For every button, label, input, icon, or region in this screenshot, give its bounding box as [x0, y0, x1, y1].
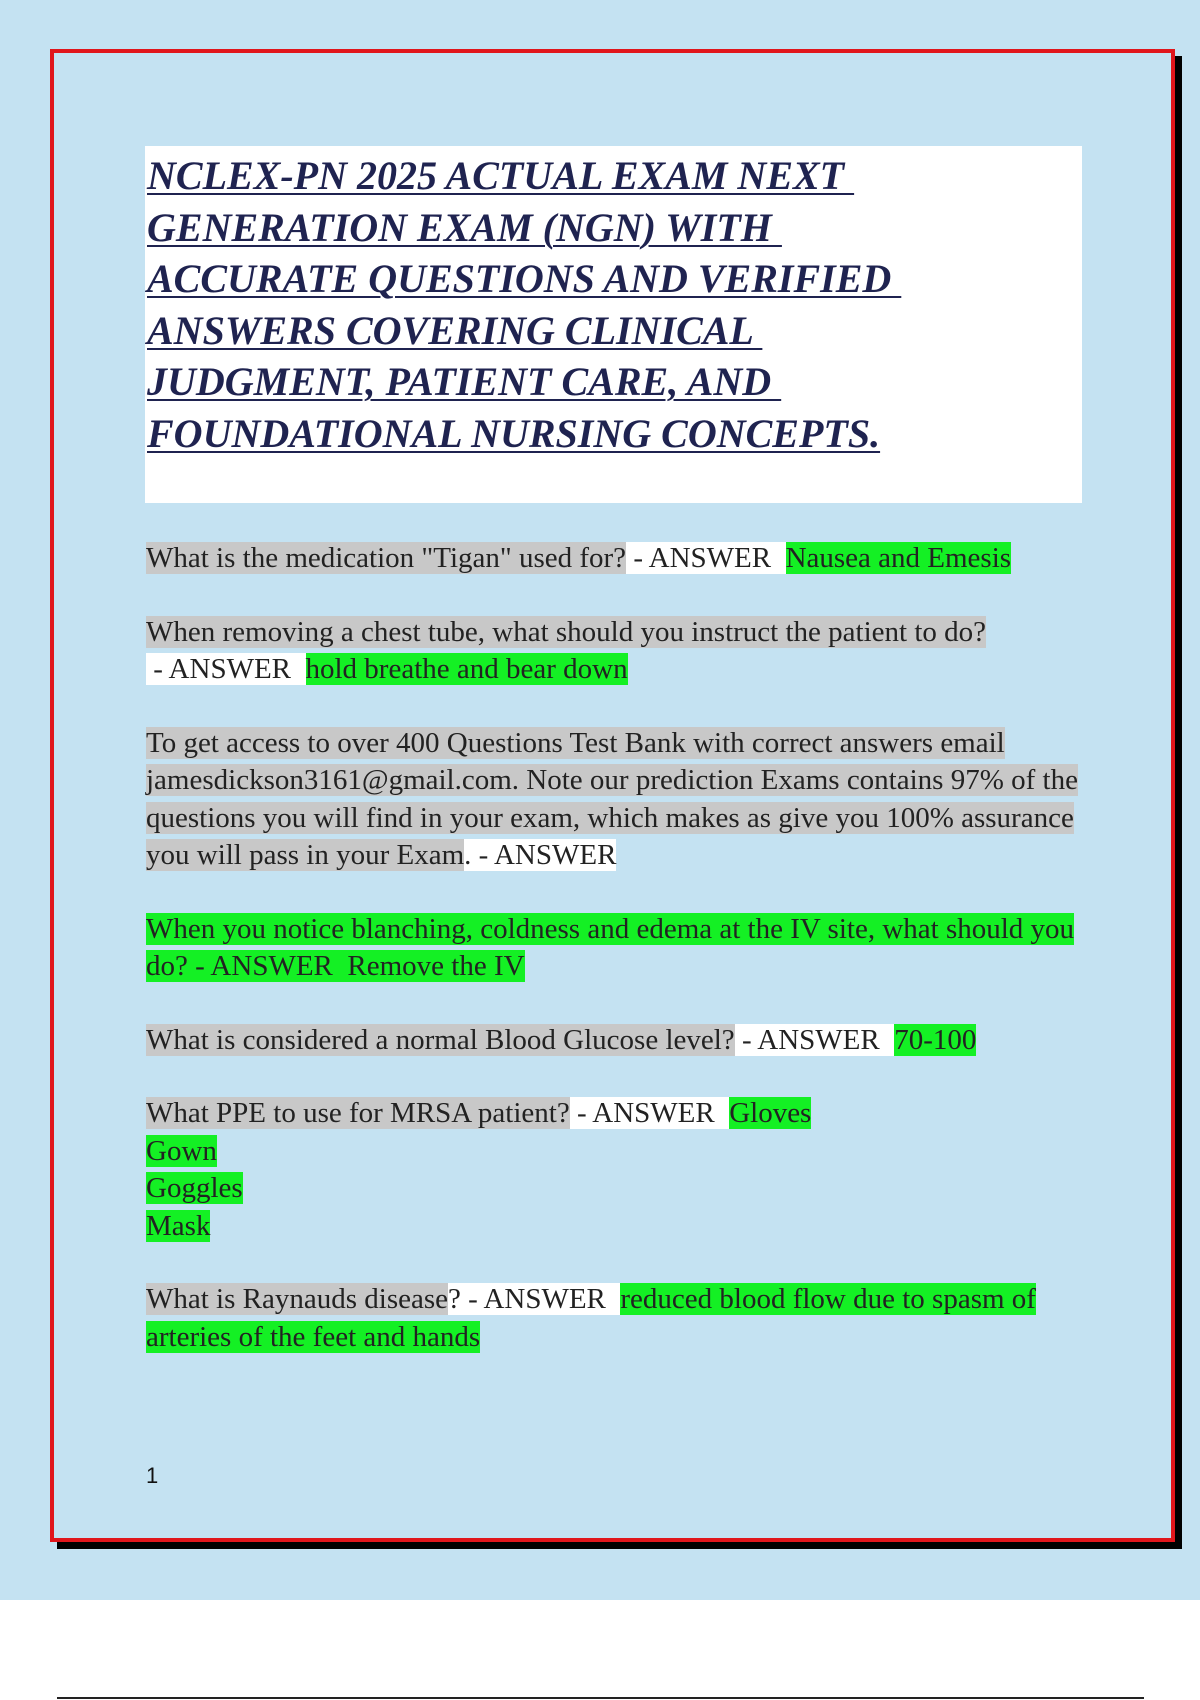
answer-text: Nausea and Emesis — [785, 542, 1012, 574]
question-text: What PPE to use for MRSA patient? — [146, 1097, 570, 1129]
answer-separator: - ANSWER — [187, 950, 348, 982]
title-line: ACCURATE QUESTIONS AND VERIFIED — [147, 256, 902, 301]
answer-separator: - ANSWER — [626, 542, 786, 574]
answer-text: hold breathe and bear down — [305, 653, 628, 685]
page-number: 1 — [146, 1463, 159, 1488]
answer-separator: - ANSWER — [734, 1023, 895, 1056]
answer-separator: . - ANSWER — [464, 839, 617, 871]
qa-item — [146, 911, 1086, 986]
qa-item — [146, 1022, 1086, 1060]
qa-list — [146, 540, 1086, 1392]
answer-text: Remove the IV — [347, 950, 525, 982]
title-line: JUDGMENT, PATIENT CARE, AND — [147, 359, 782, 404]
qa-item — [146, 614, 1086, 689]
title-line: FOUNDATIONAL NURSING CONCEPTS. — [147, 410, 881, 456]
qa-item — [146, 725, 1086, 875]
question-text: What is Raynauds disease — [146, 1283, 449, 1315]
question-text: When removing a chest tube, what should you instruct the patient to do? — [146, 615, 986, 648]
title-line: GENERATION EXAM (NGN) WITH — [147, 204, 782, 250]
question-text: To get access to over 400 Questions Test Bank with correct answers email jamesdickson3161@gmail.com. Note our prediction Exams contains 97% of the questions you will find in your exam, which makes as give you 100% assurance you will pass in your Exam — [146, 726, 1078, 871]
question-text: When you notice blanching, coldness and edema at the IV site, what should you do? — [146, 912, 1075, 982]
answer-text: Mask — [146, 1209, 211, 1242]
qa-item — [146, 1281, 1086, 1356]
answer-separator: - ANSWER — [146, 653, 306, 685]
question-text: What is the medication "Tigan" used for? — [146, 542, 627, 574]
question-text: What is considered a normal Blood Glucose level? — [146, 1023, 735, 1056]
qa-item — [146, 540, 1086, 578]
answer-text: reduced blood flow due to spasm of arteries of the feet and hands — [146, 1283, 1036, 1353]
answer-text: Gown — [146, 1134, 217, 1167]
answer-separator: - ANSWER — [569, 1097, 730, 1129]
title-line: ANSWERS COVERING CLINICAL — [147, 307, 763, 353]
answer-text: Goggles — [146, 1172, 243, 1204]
title-line: NCLEX-PN 2025 ACTUAL EXAM NEXT — [147, 153, 855, 198]
answer-separator: ? - ANSWER — [448, 1283, 621, 1315]
answer-text: 70-100 — [894, 1023, 977, 1056]
answer-text: Gloves — [729, 1097, 812, 1129]
footer-divider — [57, 1697, 1144, 1699]
document-title — [145, 146, 1082, 503]
qa-item — [146, 1095, 1086, 1245]
